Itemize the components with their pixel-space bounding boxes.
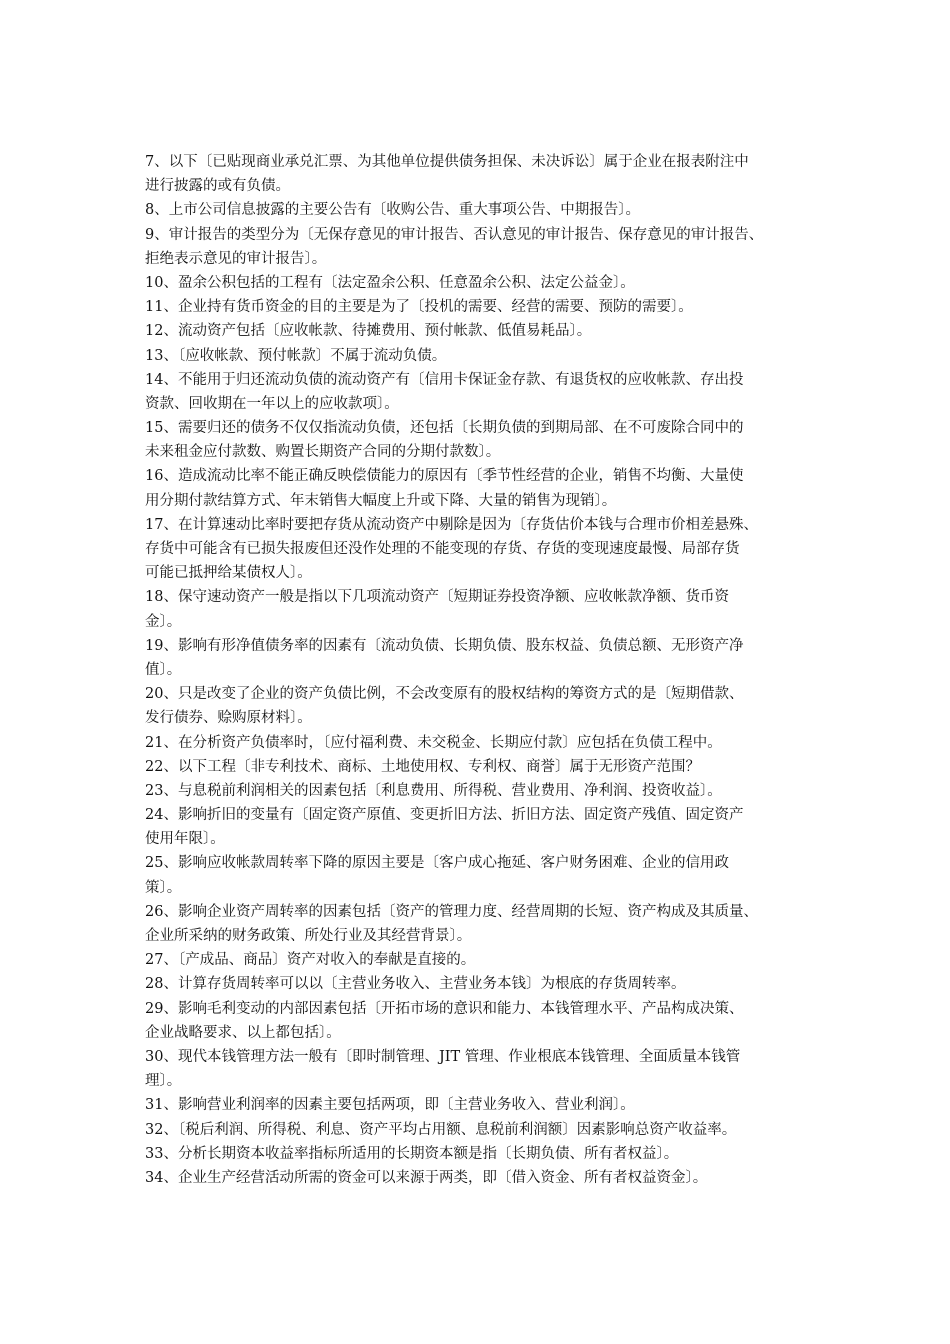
text-line: 发行债券、赊购原材料〕。 xyxy=(145,710,312,727)
text-line: 策〕。 xyxy=(145,879,182,896)
text-line: 未来租金应付款数、购置长期资产合同的分期付款数〕。 xyxy=(145,444,501,461)
text-line: 11、企业持有货币资金的目的主要是为了〔投机的需要、经营的需要、预防的需要〕。 xyxy=(145,299,693,316)
text-line: 30、现代本钱管理方法一般有〔即时制管理、JIT 管理、作业根底本钱管理、全面质量本钱管 xyxy=(145,1048,741,1065)
text-line: 10、盈余公积包括的工程有〔法定盈余公积、任意盈余公积、法定公益金〕。 xyxy=(145,274,635,291)
text-line: 拒绝表示意见的审计报告〕。 xyxy=(145,250,327,267)
text-line: 21、在分析资产负债率时，〔应付福利费、未交税金、长期应付款〕应包括在负债工程中。 xyxy=(145,734,722,751)
text-line: 使用年限〕。 xyxy=(145,831,225,848)
text-line: 企业战略要求、以上都包括〕。 xyxy=(145,1024,341,1041)
text-line: 7、以下〔已贴现商业承兑汇票、为其他单位提供债务担保、未决诉讼〕属于企业在报表附注中 xyxy=(145,154,749,170)
text-line: 理〕。 xyxy=(145,1073,182,1090)
text-line: 用分期付款结算方式、年末销售大幅度上升或下降、大量的销售为现销〕。 xyxy=(145,492,617,509)
text-line: 23、与息税前利润相关的因素包括〔利息费用、所得税、营业费用、净利润、投资收益〕。 xyxy=(145,782,722,799)
text-line: 29、影响毛利变动的内部因素包括〔开拓市场的意识和能力、本钱管理水平、产品构成决策、 xyxy=(145,1000,744,1017)
text-line: 15、需要归还的债务不仅仅指流动负债，还包括〔长期负债的到期局部、在不可废除合同中的 xyxy=(145,420,744,437)
text-line: 13、〔应收帐款、预付帐款〕不属于流动负债。 xyxy=(145,347,447,364)
text-line: 可能已抵押给某债权人〕。 xyxy=(145,565,312,582)
text-line: 18、保守速动资产一般是指以下几项流动资产〔短期证券投资净额、应收帐款净额、货币资 xyxy=(145,589,729,606)
text-line: 33、分析长期资本收益率指标所适用的长期资本额是指〔长期负债、所有者权益〕。 xyxy=(145,1145,679,1162)
text-line: 8、上市公司信息披露的主要公告有〔收购公告、重大事项公告、中期报告〕。 xyxy=(145,202,640,219)
text-line: 32、〔税后利润、所得税、利息、资产平均占用额、息税前利润额〕因素影响总资产收益率。 xyxy=(145,1121,737,1138)
text-line: 企业所采纳的财务政策、所处行业及其经营背景〕。 xyxy=(145,928,472,944)
text-line: 20、只是改变了企业的资产负债比例，不会改变原有的股权结构的筹资方式的是〔短期借款、 xyxy=(145,686,744,703)
text-line: 12、流动资产包括〔应收帐款、待摊费用、预付帐款、低值易耗品〕。 xyxy=(145,323,592,340)
text-line: 14、不能用于归还流动负债的流动资产有〔信用卡保证金存款、有退货权的应收帐款、存出投 xyxy=(145,371,744,388)
text-line: 值〕。 xyxy=(145,661,182,678)
text-line: 27、〔产成品、商品〕资产对收入的奉献是直接的。 xyxy=(145,952,476,969)
text-line: 22、以下工程〔非专利技术、商标、土地使用权、专利权、商誉〕属于无形资产范围？ xyxy=(145,758,700,775)
text-line: 16、造成流动比率不能正确反映偿债能力的原因有〔季节性经营的企业，销售不均衡、大量使 xyxy=(145,468,744,485)
text-line: 26、影响企业资产周转率的因素包括〔资产的管理力度、经营周期的长短、资产构成及其质量、 xyxy=(145,903,758,920)
text-line: 25、影响应收帐款周转率下降的原因主要是〔客户成心拖延、客户财务困难、企业的信用政 xyxy=(145,855,729,872)
text-line: 9、审计报告的类型分为〔无保存意见的审计报告、否认意见的审计报告、保存意见的审计报告、 xyxy=(145,226,764,243)
text-line: 24、影响折旧的变量有〔固定资产原值、变更折旧方法、折旧方法、固定资产残值、固定资产 xyxy=(145,807,744,824)
text-line: 17、在计算速动比率时要把存货从流动资产中剔除是因为〔存货估价本钱与合理市价相差悬殊、 xyxy=(145,516,758,533)
text-line: 34、企业生产经营活动所需的资金可以来源于两类，即〔借入资金、所有者权益资金〕。 xyxy=(145,1169,708,1186)
text-line: 进行披露的或有负债。 xyxy=(145,178,290,195)
text-line: 31、影响营业利润率的因素主要包括两项，即〔主营业务收入、营业利润〕。 xyxy=(145,1097,635,1114)
text-line: 存货中可能含有已损失报废但还没作处理的不能变现的存货、存货的变现速度最慢、局部存货 xyxy=(145,541,740,557)
document-body xyxy=(145,150,825,1190)
text-line: 19、影响有形净值债务率的因素有〔流动负债、长期负债、股东权益、负债总额、无形资产净 xyxy=(145,637,744,654)
text-line: 28、计算存货周转率可以以〔主营业务收入、主营业务本钱〕为根底的存货周转率。 xyxy=(145,976,686,993)
text-line: 金〕。 xyxy=(145,613,182,630)
text-line: 资款、回收期在一年以上的应收款项〕。 xyxy=(145,395,399,412)
